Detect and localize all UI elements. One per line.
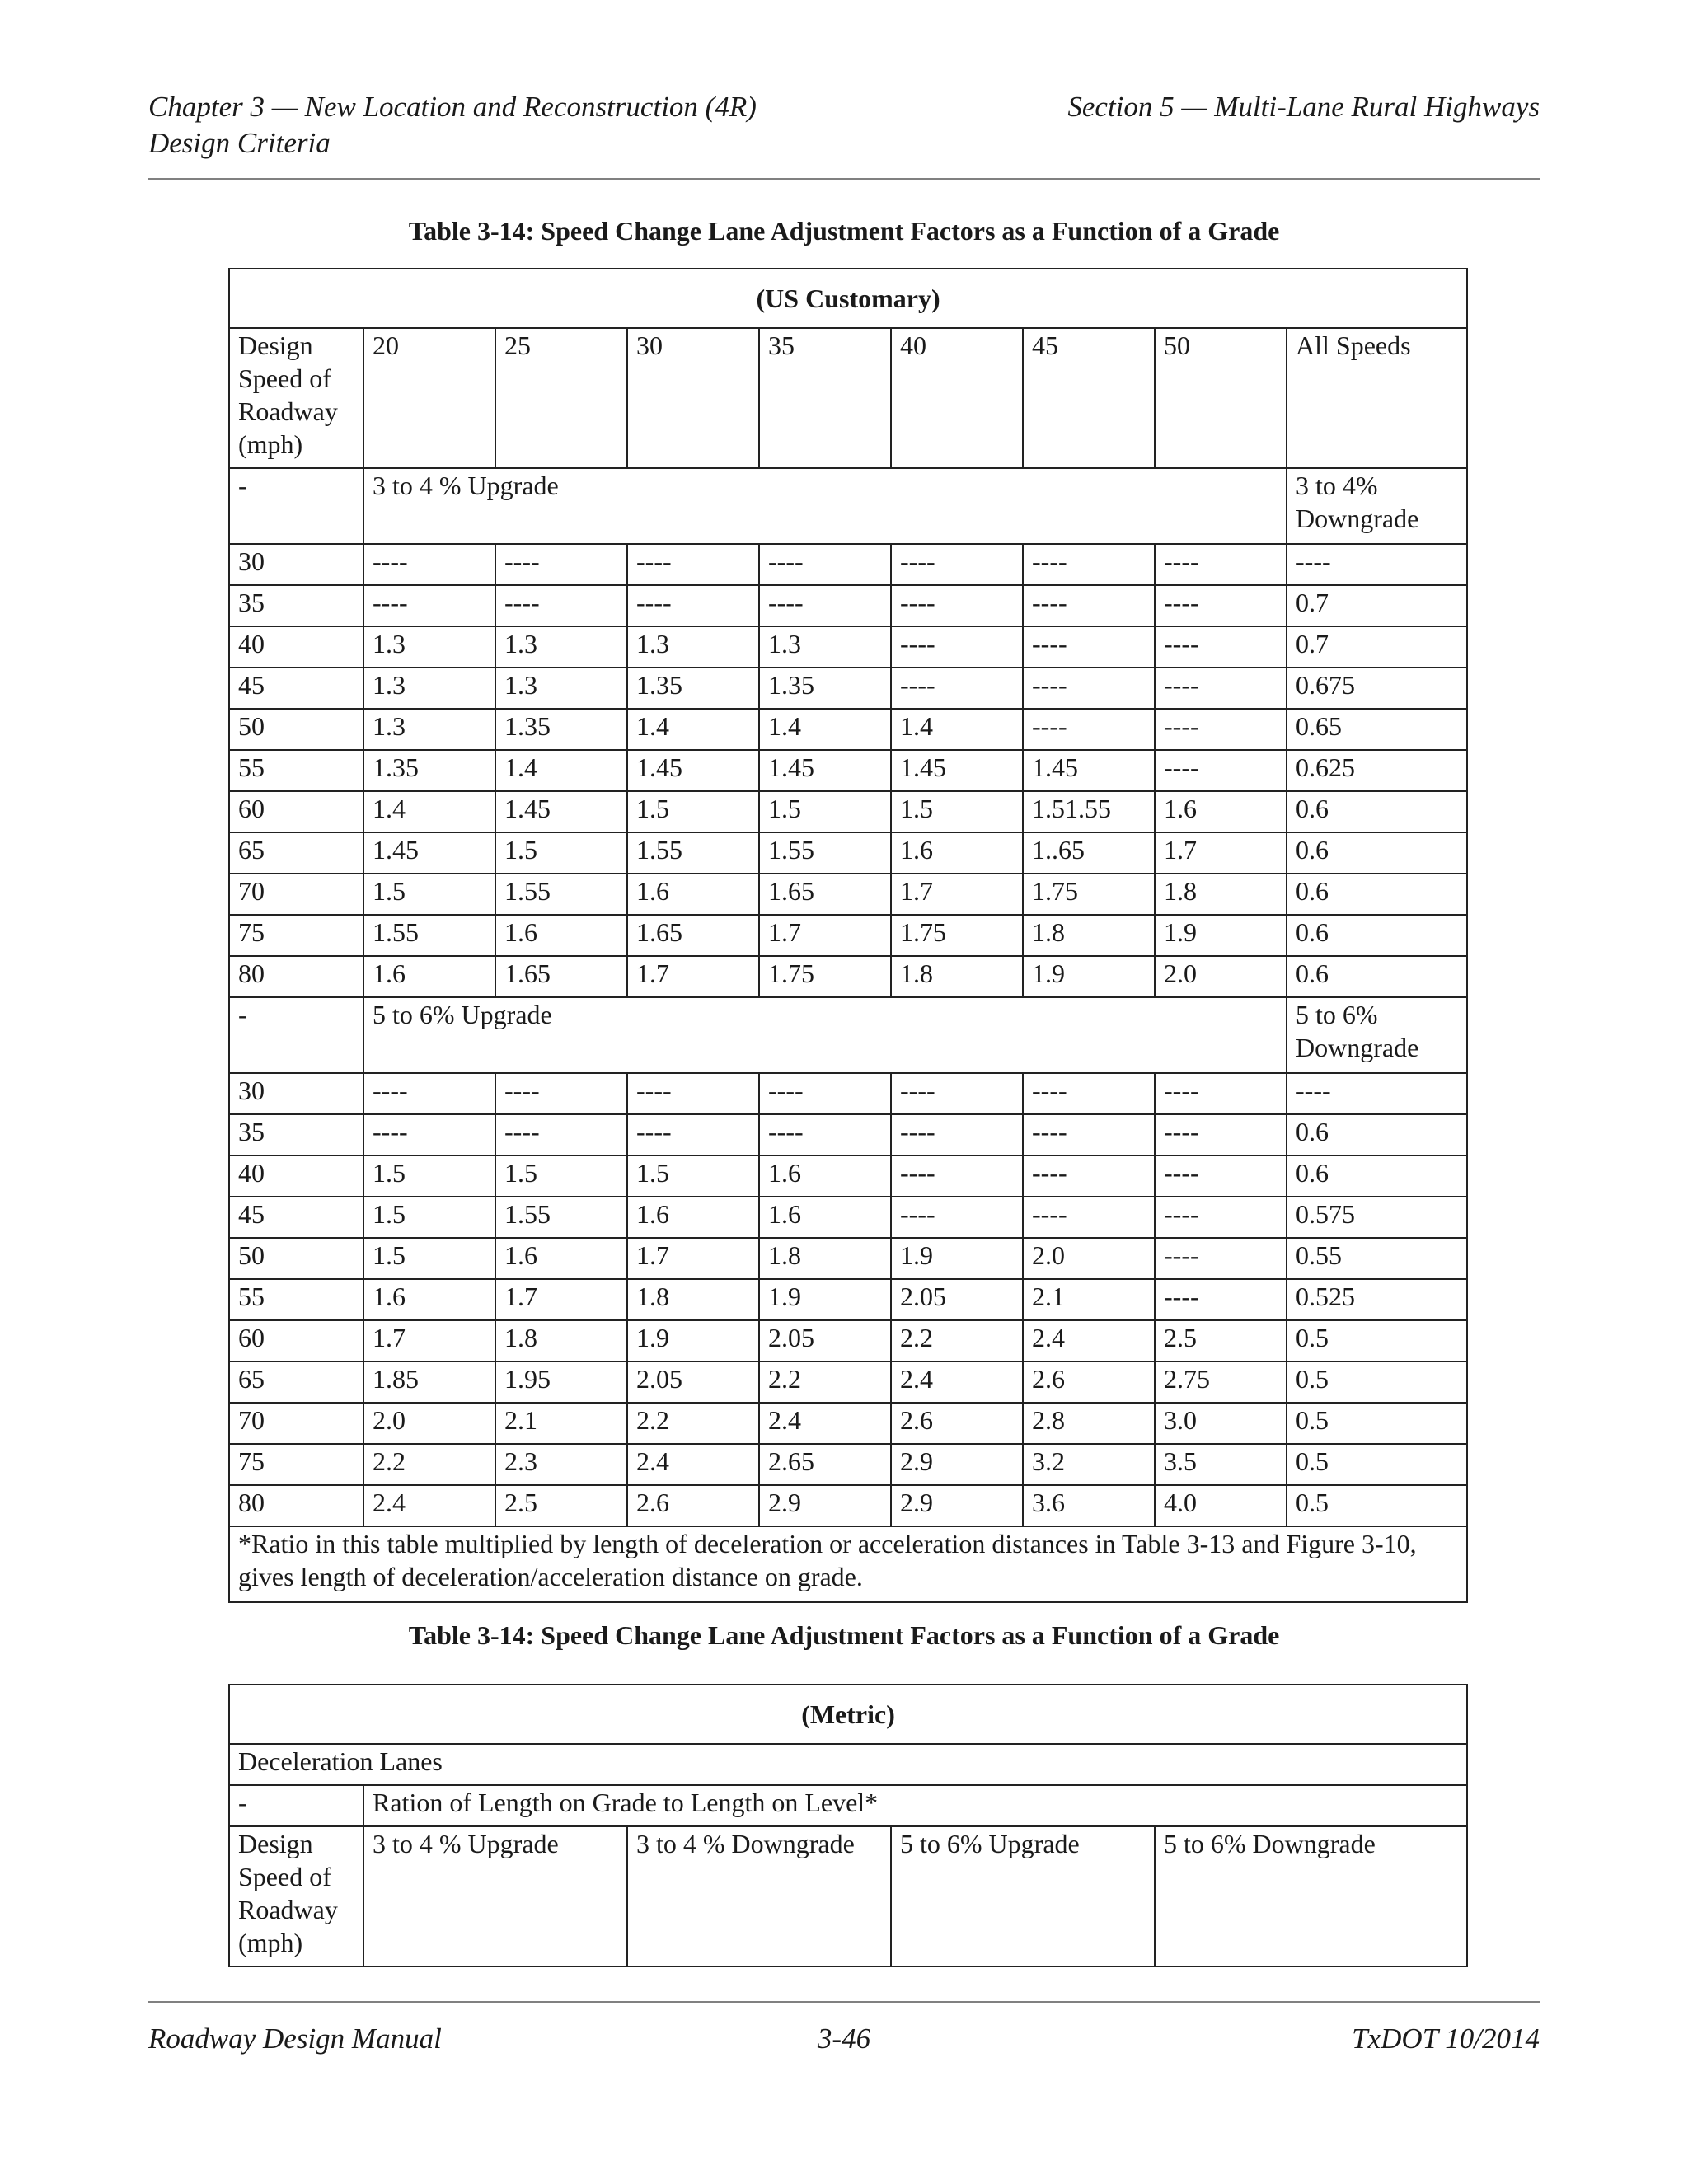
table-row	[229, 750, 1467, 791]
speed-cell: 60	[229, 791, 363, 832]
table1-footnote: *Ratio in this table multiplied by length of deceleration or acceleration distances in Table 3-13 and Figure 3-10, gives length of deceleration/acceleration distance on grade.	[229, 1526, 1467, 1602]
factor-cell: 2.9	[891, 1485, 1023, 1526]
speed-cell: 40	[229, 1155, 363, 1197]
factor-cell: ----	[891, 1197, 1023, 1238]
factor-cell: 1.6	[759, 1197, 891, 1238]
factor-cell: 1.8	[627, 1279, 759, 1320]
factor-cell: ----	[1023, 626, 1155, 668]
speed-cell: 75	[229, 915, 363, 956]
factor-cell: ----	[363, 1073, 495, 1114]
factor-cell: 1.3	[495, 668, 627, 709]
factor-cell: 2.65	[759, 1444, 891, 1485]
factor-cell: 1.35	[759, 668, 891, 709]
factor-cell: 2.4	[891, 1361, 1023, 1403]
speed-cell: 50	[229, 709, 363, 750]
ratio-dash: -	[229, 1785, 363, 1826]
factor-cell: ----	[627, 544, 759, 585]
factor-cell: ----	[1287, 1073, 1467, 1114]
speed-cell: 80	[229, 1485, 363, 1526]
factor-cell: 1.4	[363, 791, 495, 832]
speed-cell: 70	[229, 874, 363, 915]
factor-cell: ----	[1023, 709, 1155, 750]
table-row	[229, 1073, 1467, 1114]
factor-cell: 1.8	[891, 956, 1023, 997]
chapter-title-line1: Chapter 3 — New Location and Reconstruction (4R)	[148, 91, 757, 123]
factor-cell: ----	[1155, 668, 1287, 709]
factor-cell: ----	[627, 1114, 759, 1155]
factor-cell: 0.7	[1287, 585, 1467, 626]
factor-cell: 1.75	[891, 915, 1023, 956]
factor-cell: 0.7	[1287, 626, 1467, 668]
table1-header-row	[229, 328, 1467, 468]
factor-cell: 2.6	[891, 1403, 1023, 1444]
factor-cell: 1.6	[891, 832, 1023, 874]
factor-cell: 1.6	[495, 915, 627, 956]
table-row	[229, 668, 1467, 709]
factor-cell: ----	[1287, 544, 1467, 585]
factor-cell: ----	[891, 585, 1023, 626]
table2-caption: (Metric)	[229, 1685, 1467, 1744]
factor-cell: 1.5	[363, 1197, 495, 1238]
table2-header-cell: Design Speed of Roadway (mph)	[229, 1826, 363, 1966]
speed-cell: 45	[229, 668, 363, 709]
factor-cell: ----	[1155, 1279, 1287, 1320]
factor-cell: 2.2	[759, 1361, 891, 1403]
page-number: 3-46	[817, 2022, 871, 2055]
factor-cell: ----	[1023, 1073, 1155, 1114]
factor-cell: ----	[759, 1073, 891, 1114]
factor-cell: 0.675	[1287, 668, 1467, 709]
factor-cell: 1.45	[495, 791, 627, 832]
table1-header-cell: All Speeds	[1287, 328, 1467, 468]
factor-cell: 3.6	[1023, 1485, 1155, 1526]
factor-cell: 1.45	[627, 750, 759, 791]
factor-cell: 1.3	[495, 626, 627, 668]
factor-cell: 2.4	[1023, 1320, 1155, 1361]
grade-group-upgrade-label: 3 to 4 % Upgrade	[363, 468, 1287, 544]
factor-cell: ----	[1155, 750, 1287, 791]
table1-header-cell: 40	[891, 328, 1023, 468]
factor-cell: 1.3	[363, 668, 495, 709]
factor-cell: 1.3	[759, 626, 891, 668]
factor-cell: ----	[1023, 668, 1155, 709]
factor-cell: 2.5	[495, 1485, 627, 1526]
factor-cell: ----	[891, 626, 1023, 668]
factor-cell: 1.5	[363, 1238, 495, 1279]
factor-cell: 1.55	[363, 915, 495, 956]
table-row	[229, 1485, 1467, 1526]
factor-cell: ----	[891, 668, 1023, 709]
factor-cell: 1.7	[891, 874, 1023, 915]
factor-cell: 1.55	[495, 1197, 627, 1238]
factor-cell: 1.6	[363, 1279, 495, 1320]
factor-cell: ----	[759, 585, 891, 626]
factor-cell: 1.35	[363, 750, 495, 791]
footer-manual-name: Roadway Design Manual	[148, 2022, 442, 2055]
factor-cell: 2.05	[891, 1279, 1023, 1320]
factor-cell: 0.5	[1287, 1444, 1467, 1485]
factor-cell: 1.55	[495, 874, 627, 915]
factor-cell: 0.6	[1287, 915, 1467, 956]
table-row	[229, 1361, 1467, 1403]
factor-cell: 1.75	[1023, 874, 1155, 915]
factor-cell: 2.05	[759, 1320, 891, 1361]
factor-cell: 0.6	[1287, 791, 1467, 832]
grade-group-upgrade-label: 5 to 6% Upgrade	[363, 997, 1287, 1073]
factor-cell: 1.7	[495, 1279, 627, 1320]
table1-header-cell: 25	[495, 328, 627, 468]
factor-cell: 0.6	[1287, 1155, 1467, 1197]
table-row	[229, 585, 1467, 626]
factor-cell: ----	[1155, 1155, 1287, 1197]
factor-cell: 2.3	[495, 1444, 627, 1485]
factor-cell: 1.9	[759, 1279, 891, 1320]
factor-cell: 1.9	[1155, 915, 1287, 956]
factor-cell: 1.8	[495, 1320, 627, 1361]
factor-cell: ----	[759, 1114, 891, 1155]
chapter-title-line2: Design Criteria	[148, 127, 331, 159]
factor-cell: 1.7	[1155, 832, 1287, 874]
table2-header-cell: 5 to 6% Upgrade	[891, 1826, 1155, 1966]
speed-cell: 40	[229, 626, 363, 668]
table-row	[229, 791, 1467, 832]
factor-cell: 2.2	[363, 1444, 495, 1485]
factor-cell: ----	[1023, 585, 1155, 626]
factor-cell: 1.5	[495, 1155, 627, 1197]
factor-cell: 0.6	[1287, 956, 1467, 997]
table-row	[229, 1197, 1467, 1238]
factor-cell: 1.4	[495, 750, 627, 791]
factor-cell: ----	[1155, 709, 1287, 750]
factor-cell: ----	[1155, 585, 1287, 626]
factor-cell: ----	[495, 585, 627, 626]
factor-cell: 1.95	[495, 1361, 627, 1403]
factor-cell: 1..65	[1023, 832, 1155, 874]
factor-cell: 1.4	[759, 709, 891, 750]
factor-cell: ----	[1155, 1073, 1287, 1114]
factor-cell: 1.35	[495, 709, 627, 750]
factor-cell: 1.8	[759, 1238, 891, 1279]
speed-cell: 30	[229, 1073, 363, 1114]
table-row	[229, 544, 1467, 585]
factor-cell: 2.6	[627, 1485, 759, 1526]
factor-cell: 1.3	[363, 709, 495, 750]
grade-group-row	[229, 997, 1467, 1073]
factor-cell: 1.5	[495, 832, 627, 874]
factor-cell: ----	[1155, 1114, 1287, 1155]
factor-cell: 1.6	[495, 1238, 627, 1279]
table2-header-cell: 3 to 4 % Downgrade	[627, 1826, 891, 1966]
speed-cell: 70	[229, 1403, 363, 1444]
factor-cell: ----	[363, 585, 495, 626]
factor-cell: 1.75	[759, 956, 891, 997]
table1-caption: (US Customary)	[229, 269, 1467, 328]
factor-cell: 3.2	[1023, 1444, 1155, 1485]
speed-cell: 75	[229, 1444, 363, 1485]
factor-cell: 1.55	[627, 832, 759, 874]
factor-cell: 2.2	[627, 1403, 759, 1444]
factor-cell: ----	[1155, 1197, 1287, 1238]
factor-cell: 0.5	[1287, 1403, 1467, 1444]
factor-cell: 1.45	[891, 750, 1023, 791]
table1-title: Table 3-14: Speed Change Lane Adjustment Factors as a Function of a Grade	[408, 216, 1280, 246]
table-row	[229, 1238, 1467, 1279]
factor-cell: 0.5	[1287, 1485, 1467, 1526]
table-row	[229, 1279, 1467, 1320]
page-footer	[148, 2001, 1540, 2055]
grade-group-row	[229, 468, 1467, 544]
factor-cell: 1.7	[363, 1320, 495, 1361]
speed-cell: 65	[229, 1361, 363, 1403]
factor-cell: 1.9	[627, 1320, 759, 1361]
factor-cell: ----	[1023, 1114, 1155, 1155]
factor-cell: 2.9	[891, 1444, 1023, 1485]
factor-cell: 1.5	[363, 874, 495, 915]
factor-cell: 0.525	[1287, 1279, 1467, 1320]
ratio-label: Ration of Length on Grade to Length on Level*	[363, 1785, 1467, 1826]
factor-cell: 2.9	[759, 1485, 891, 1526]
factor-cell: 2.2	[891, 1320, 1023, 1361]
speed-cell: 55	[229, 750, 363, 791]
page-header	[148, 89, 1540, 180]
factor-cell: 1.6	[627, 1197, 759, 1238]
table-us-customary	[228, 268, 1468, 1603]
factor-cell: ----	[1155, 1238, 1287, 1279]
table-row	[229, 956, 1467, 997]
factor-cell: ----	[891, 1073, 1023, 1114]
factor-cell: 1.7	[627, 1238, 759, 1279]
speed-cell: 80	[229, 956, 363, 997]
factor-cell: 1.65	[759, 874, 891, 915]
factor-cell: 4.0	[1155, 1485, 1287, 1526]
factor-cell: 1.45	[759, 750, 891, 791]
factor-cell: ----	[495, 1073, 627, 1114]
grade-group-dash: -	[229, 997, 363, 1073]
table2-header-cell: 3 to 4 % Upgrade	[363, 1826, 627, 1966]
table-row	[229, 874, 1467, 915]
factor-cell: ----	[363, 1114, 495, 1155]
table-row	[229, 1155, 1467, 1197]
factor-cell: ----	[1155, 544, 1287, 585]
factor-cell: ----	[759, 544, 891, 585]
factor-cell: ----	[495, 544, 627, 585]
table1-header-cell: 20	[363, 328, 495, 468]
grade-group-downgrade-label: 5 to 6% Downgrade	[1287, 997, 1467, 1073]
factor-cell: 1.7	[759, 915, 891, 956]
factor-cell: 1.9	[1023, 956, 1155, 997]
table-row	[229, 1320, 1467, 1361]
table-row	[229, 1444, 1467, 1485]
factor-cell: ----	[495, 1114, 627, 1155]
section-title: Section 5 — Multi-Lane Rural Highways	[1067, 91, 1540, 123]
speed-cell: 50	[229, 1238, 363, 1279]
factor-cell: 1.4	[627, 709, 759, 750]
factor-cell: 2.8	[1023, 1403, 1155, 1444]
factor-cell: 2.4	[759, 1403, 891, 1444]
table2-title: Table 3-14: Speed Change Lane Adjustment Factors as a Function of a Grade	[408, 1620, 1280, 1650]
factor-cell: ----	[891, 1155, 1023, 1197]
factor-cell: 1.85	[363, 1361, 495, 1403]
factor-cell: 0.575	[1287, 1197, 1467, 1238]
factor-cell: 1.6	[759, 1155, 891, 1197]
factor-cell: 0.55	[1287, 1238, 1467, 1279]
factor-cell: 2.1	[495, 1403, 627, 1444]
factor-cell: 2.4	[627, 1444, 759, 1485]
factor-cell: 1.7	[627, 956, 759, 997]
factor-cell: 2.5	[1155, 1320, 1287, 1361]
table-row	[229, 626, 1467, 668]
deceleration-lanes-label: Deceleration Lanes	[229, 1744, 1467, 1785]
factor-cell: 1.6	[363, 956, 495, 997]
factor-cell: 0.5	[1287, 1320, 1467, 1361]
factor-cell: 1.65	[495, 956, 627, 997]
factor-cell: 1.5	[759, 791, 891, 832]
factor-cell: 0.5	[1287, 1361, 1467, 1403]
factor-cell: ----	[1023, 544, 1155, 585]
factor-cell: 1.4	[891, 709, 1023, 750]
footer-date: TxDOT 10/2014	[1352, 2022, 1540, 2055]
factor-cell: 2.75	[1155, 1361, 1287, 1403]
factor-cell: 1.5	[363, 1155, 495, 1197]
speed-cell: 30	[229, 544, 363, 585]
factor-cell: ----	[1023, 1155, 1155, 1197]
factor-cell: 1.51.55	[1023, 791, 1155, 832]
factor-cell: 0.6	[1287, 832, 1467, 874]
speed-cell: 35	[229, 585, 363, 626]
factor-cell: 0.65	[1287, 709, 1467, 750]
factor-cell: ----	[363, 544, 495, 585]
factor-cell: 1.6	[1155, 791, 1287, 832]
factor-cell: 1.55	[759, 832, 891, 874]
factor-cell: 1.3	[627, 626, 759, 668]
factor-cell: ----	[1023, 1197, 1155, 1238]
table-metric	[228, 1684, 1468, 1967]
speed-cell: 45	[229, 1197, 363, 1238]
factor-cell: 1.5	[627, 1155, 759, 1197]
factor-cell: 1.5	[891, 791, 1023, 832]
table2-header-cell: 5 to 6% Downgrade	[1155, 1826, 1467, 1966]
speed-cell: 60	[229, 1320, 363, 1361]
factor-cell: 1.45	[1023, 750, 1155, 791]
factor-cell: 2.0	[363, 1403, 495, 1444]
factor-cell: 1.3	[363, 626, 495, 668]
table-row	[229, 1403, 1467, 1444]
factor-cell: 2.05	[627, 1361, 759, 1403]
factor-cell: 3.5	[1155, 1444, 1287, 1485]
speed-cell: 35	[229, 1114, 363, 1155]
factor-cell: 1.6	[627, 874, 759, 915]
factor-cell: 1.65	[627, 915, 759, 956]
factor-cell: ----	[627, 585, 759, 626]
factor-cell: 0.625	[1287, 750, 1467, 791]
table1-header-cell: 50	[1155, 328, 1287, 468]
factor-cell: 3.0	[1155, 1403, 1287, 1444]
table-row	[229, 915, 1467, 956]
factor-cell: ----	[891, 1114, 1023, 1155]
table1-header-cell: Design Speed of Roadway (mph)	[229, 328, 363, 468]
factor-cell: ----	[891, 544, 1023, 585]
factor-cell: 2.4	[363, 1485, 495, 1526]
factor-cell: 2.6	[1023, 1361, 1155, 1403]
factor-cell: ----	[1155, 626, 1287, 668]
grade-group-downgrade-label: 3 to 4% Downgrade	[1287, 468, 1467, 544]
factor-cell: 2.0	[1155, 956, 1287, 997]
table1-header-cell: 30	[627, 328, 759, 468]
table1-header-cell: 45	[1023, 328, 1155, 468]
factor-cell: 1.8	[1023, 915, 1155, 956]
factor-cell: 2.1	[1023, 1279, 1155, 1320]
factor-cell: ----	[627, 1073, 759, 1114]
chapter-title	[148, 89, 757, 162]
table-row	[229, 832, 1467, 874]
factor-cell: 1.35	[627, 668, 759, 709]
table-row	[229, 1114, 1467, 1155]
table-row	[229, 709, 1467, 750]
factor-cell: 0.6	[1287, 1114, 1467, 1155]
grade-group-dash: -	[229, 468, 363, 544]
speed-cell: 65	[229, 832, 363, 874]
speed-cell: 55	[229, 1279, 363, 1320]
factor-cell: 1.8	[1155, 874, 1287, 915]
factor-cell: 1.9	[891, 1238, 1023, 1279]
factor-cell: 2.0	[1023, 1238, 1155, 1279]
factor-cell: 1.5	[627, 791, 759, 832]
factor-cell: 0.6	[1287, 874, 1467, 915]
factor-cell: 1.45	[363, 832, 495, 874]
table1-header-cell: 35	[759, 328, 891, 468]
